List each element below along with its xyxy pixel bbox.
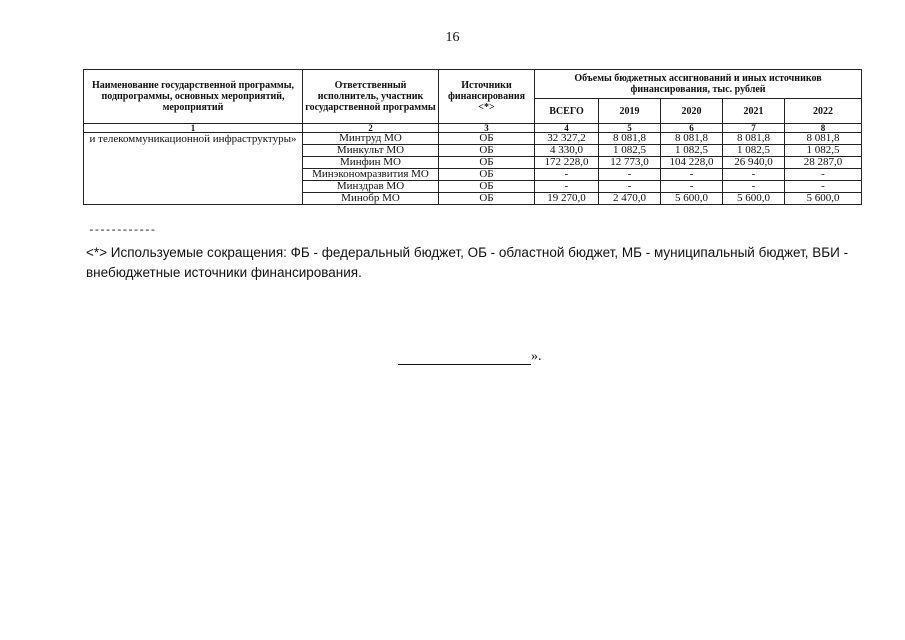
executor-cell: Минкульт МО — [303, 145, 439, 157]
total-cell: 19 270,0 — [535, 193, 599, 205]
header-funding-source: Источники финансирования <*> — [439, 70, 535, 124]
executor-cell: Минтруд МО — [303, 133, 439, 145]
executor-cell: Минфин МО — [303, 157, 439, 169]
executor-cell: Минобр МО — [303, 193, 439, 205]
year-2020-cell: 5 600,0 — [661, 193, 723, 205]
executor-cell: Минэкономразвития МО — [303, 169, 439, 181]
column-number: 2 — [303, 124, 439, 133]
executor-cell: Минздрав МО — [303, 181, 439, 193]
footnote-abbreviations: <*> Используемые сокращения: ФБ - федеральный бюджет, ОБ - областной бюджет, МБ - муниципальный бюджет, ВБИ - внебюджетные источники финансирования. — [86, 245, 849, 280]
year-2020-cell: 104 228,0 — [661, 157, 723, 169]
year-2020-cell: 1 082,5 — [661, 145, 723, 157]
source-cell: ОБ — [439, 193, 535, 205]
column-number: 5 — [599, 124, 661, 133]
total-cell: - — [535, 181, 599, 193]
budget-allocations-table — [83, 69, 862, 205]
year-2019-cell: 1 082,5 — [599, 145, 661, 157]
header-2020: 2020 — [661, 99, 723, 124]
header-2021: 2021 — [723, 99, 785, 124]
year-2021-cell: 8 081,8 — [723, 133, 785, 145]
header-budget-volumes: Объемы бюджетных ассигнований и иных источников финансирования, тыс. рублей — [535, 70, 862, 99]
year-2021-cell: 1 082,5 — [723, 145, 785, 157]
header-total: ВСЕГО — [535, 99, 599, 124]
column-number: 6 — [661, 124, 723, 133]
year-2020-cell: - — [661, 169, 723, 181]
column-number: 7 — [723, 124, 785, 133]
source-cell: ОБ — [439, 145, 535, 157]
header-program-name: Наименование государственной программы, подпрограммы, основных мероприятий, мероприятий — [84, 70, 303, 124]
table-row — [84, 133, 862, 145]
blank-line — [398, 351, 531, 365]
year-2019-cell: - — [599, 169, 661, 181]
year-2019-cell: - — [599, 181, 661, 193]
year-2021-cell: 5 600,0 — [723, 193, 785, 205]
closing-signature-line — [398, 349, 542, 365]
year-2019-cell: 8 081,8 — [599, 133, 661, 145]
year-2022-cell: 1 082,5 — [785, 145, 862, 157]
year-2021-cell: - — [723, 169, 785, 181]
program-name-cell: и телекоммуникационной инфраструктуры» — [84, 133, 303, 205]
year-2022-cell: 5 600,0 — [785, 193, 862, 205]
source-cell: ОБ — [439, 181, 535, 193]
footnote-divider: ------------ — [88, 225, 156, 237]
column-number: 8 — [785, 124, 862, 133]
year-2020-cell: - — [661, 181, 723, 193]
year-2022-cell: - — [785, 169, 862, 181]
source-cell: ОБ — [439, 133, 535, 145]
year-2022-cell: 28 287,0 — [785, 157, 862, 169]
total-cell: 32 327,2 — [535, 133, 599, 145]
year-2021-cell: - — [723, 181, 785, 193]
year-2020-cell: 8 081,8 — [661, 133, 723, 145]
header-2019: 2019 — [599, 99, 661, 124]
year-2022-cell: 8 081,8 — [785, 133, 862, 145]
source-cell: ОБ — [439, 157, 535, 169]
header-2022: 2022 — [785, 99, 862, 124]
column-number: 4 — [535, 124, 599, 133]
total-cell: - — [535, 169, 599, 181]
year-2019-cell: 2 470,0 — [599, 193, 661, 205]
column-number: 1 — [84, 124, 303, 133]
column-number: 3 — [439, 124, 535, 133]
page-number: 16 — [445, 30, 460, 45]
year-2022-cell: - — [785, 181, 862, 193]
source-cell: ОБ — [439, 169, 535, 181]
column-number-row — [84, 124, 862, 133]
total-cell: 172 228,0 — [535, 157, 599, 169]
closing-quote-mark: ». — [531, 349, 542, 364]
year-2019-cell: 12 773,0 — [599, 157, 661, 169]
total-cell: 4 330,0 — [535, 145, 599, 157]
header-executor: Ответственный исполнитель, участник государственной программы — [303, 70, 439, 124]
year-2021-cell: 26 940,0 — [723, 157, 785, 169]
